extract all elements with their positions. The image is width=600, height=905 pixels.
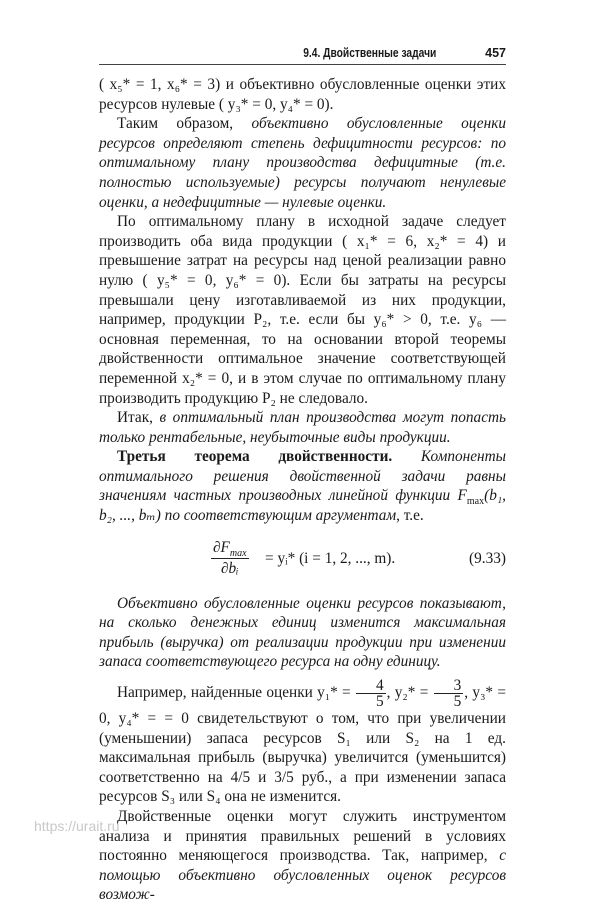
paragraph-2-emphasis: объективно обусловленные оценки ресурсов определяют степень дефицитности ресурсов: по оптимальному плану производства дефицитные (т.е. полностью используемые) ресурсы получают ненулевые оценки, а недефицитные — нулевые оценки. [99,115,506,211]
paragraph-6 [99,594,506,672]
paragraph-4-lead: Итак, [117,409,160,427]
equation-number: (9.33) [469,549,506,567]
page-number: 457 [485,46,506,60]
paragraph-8 [99,807,506,905]
fraction-four-fifths [356,678,386,709]
paragraph-7-a: Например, найденные оценки y₁* = [117,684,355,702]
paragraph-4 [99,408,506,447]
section-title: 9.4. Двойственные задачи [302,46,436,60]
theorem-statement-end: , т.е. [396,507,424,525]
fraction-three-fifths [434,678,464,709]
paragraph-7 [99,678,506,807]
numerator-text: ∂F [213,538,230,556]
page-body [99,75,506,905]
fraction-numerator [211,538,249,559]
paragraph-8-emphasis: с помощью объективно обусловленных оценок ресурсов возмож- [99,847,506,904]
paragraph-5 [99,447,506,525]
paragraph-2-lead: Таким образом, [117,115,252,133]
formula-rest: = yᵢ* (i = 1, 2, ..., m). [265,549,396,567]
paragraph-6-text: Объективно обусловленные оценки ресурсов показывают, на сколько денежных единиц изменится максимальная прибыль (выручка) от реализации продукции при изменении запаса соответствующего ресурса на одну единицу. [99,594,506,671]
theorem-subscript: max [466,496,485,508]
numerator-subscript: max [229,547,247,559]
fraction-denominator: ∂bᵢ [220,559,239,577]
paragraph-2 [99,114,506,212]
paragraph-7-b: , y₂* = [386,684,433,702]
paragraph-8-text: Двойственные оценки могут служить инструментом анализа и принятия правильных решений в условиях постоянно меняющегося производства. Так, например, [99,808,506,865]
paragraph-4-emphasis: в оптимальный план производства могут попасть только рентабельные, неубыточные виды продукции. [99,409,506,446]
theorem-statement-b: (b₁, b₂, ..., bₘ) по соответствующим аргументам [99,487,506,525]
fraction-3-num: 3 [434,678,464,694]
fraction-4-num: 4 [356,678,386,694]
theorem-statement-a: Компоненты оптимального решения двойственной задачи равны значениям частных производных линейной функции F [99,448,506,505]
partial-derivative-fraction [211,538,249,579]
theorem-title: Третья теорема двойственности. [117,448,393,466]
fraction-4-den: 5 [375,693,384,711]
formula-9-33 [99,532,506,590]
running-header [99,38,506,65]
paragraph-3: По оптимальному плану в исходной задаче следует производить оба вида продукции ( x₁* = 6, x₂* = 4) и превышение затрат на ресурсы над ценой реализации равно нулю ( y₅* = 0, y₆* = 0). Если бы затраты на ресурсы превышали цену изготавливаемой из них продукции, например, продукции P₂, т.е. если бы y₆* > 0, т.е. y₆ — основная переменная, то на основании второй теоремы двойственности оптимальное значение соответствующей переменной x₂* = 0, и в этом случае по оптимальному плану производить продукцию P₂ не следовало. [99,213,506,407]
paragraph-1: ( x₅* = 1, x₆* = 3) и объективно обусловленные оценки этих ресурсов нулевые ( y₃* = 0, y₄* = 0). [99,76,506,113]
paragraph-7-c: , y₃* = 0, y₄* = = 0 свидетельствуют о том, что при увеличении (уменьшении) запаса ресурсов S₁ или S₂ на 1 ед. максимальная прибыль (выручка) увеличится (уменьшится) соответственно на 4/5 и 3/5 руб., а при изменении запаса ресурсов S₃ или S₄ она не изменится. [99,684,506,806]
fraction-3-den: 5 [453,693,462,711]
watermark-url[interactable]: https://urait.ru [34,818,120,834]
